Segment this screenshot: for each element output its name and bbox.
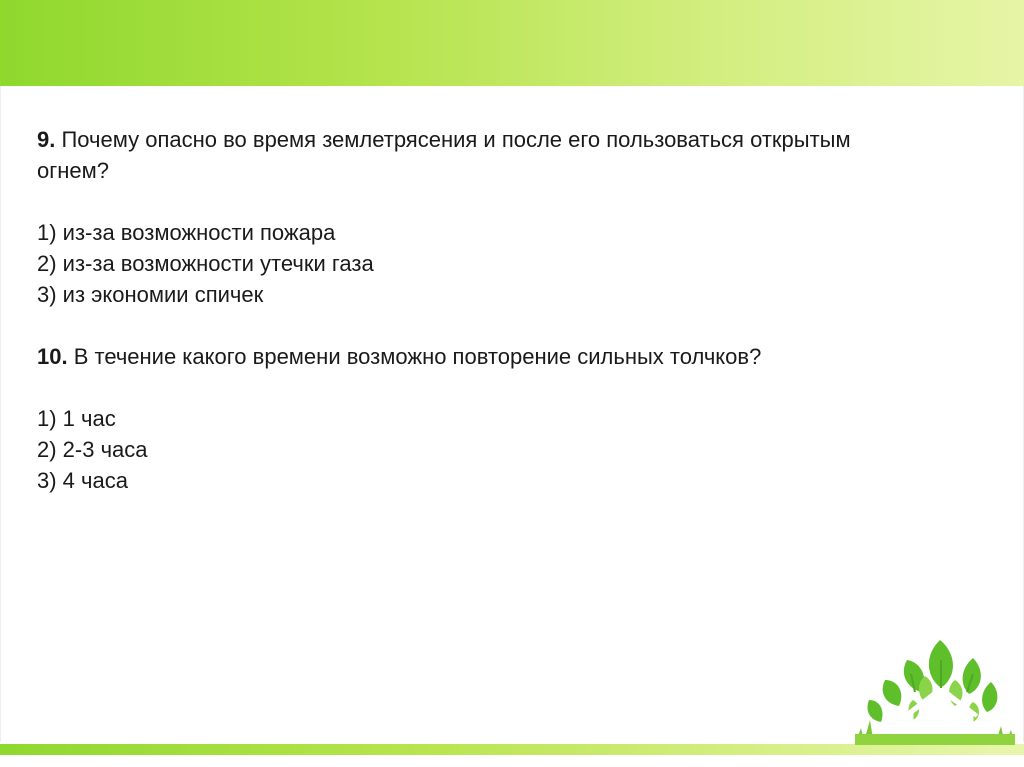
- eco-house-leaves-icon: [855, 630, 1015, 745]
- question-9: [37, 124, 987, 310]
- question-10-option-3: 3) 4 часа: [37, 468, 128, 493]
- question-9-option-1: 1) из-за возможности пожара: [37, 220, 336, 245]
- question-10-option-1: 1) 1 час: [37, 406, 116, 431]
- question-10-text: В течение какого времени возможно повторение сильных толчков?: [67, 344, 762, 369]
- question-10-line-1: [37, 341, 987, 372]
- question-10: [37, 341, 987, 496]
- bottom-green-stripe: [0, 744, 1024, 755]
- top-green-banner: [0, 0, 1024, 86]
- question-9-text: Почему опасно во время землетрясения и после его пользоваться открытым: [55, 127, 851, 152]
- question-9-line-2: огнем?: [37, 158, 110, 183]
- slide-content: [37, 124, 987, 496]
- bottom-green-banner: [0, 742, 1024, 767]
- question-9-number: 9.: [37, 127, 56, 152]
- question-9-line-1: [37, 124, 987, 155]
- question-10-number: 10.: [37, 344, 68, 369]
- question-10-option-2: 2) 2-3 часа: [37, 437, 148, 462]
- question-9-option-3: 3) из экономии спичек: [37, 282, 264, 307]
- question-9-option-2: 2) из-за возможности утечки газа: [37, 251, 374, 276]
